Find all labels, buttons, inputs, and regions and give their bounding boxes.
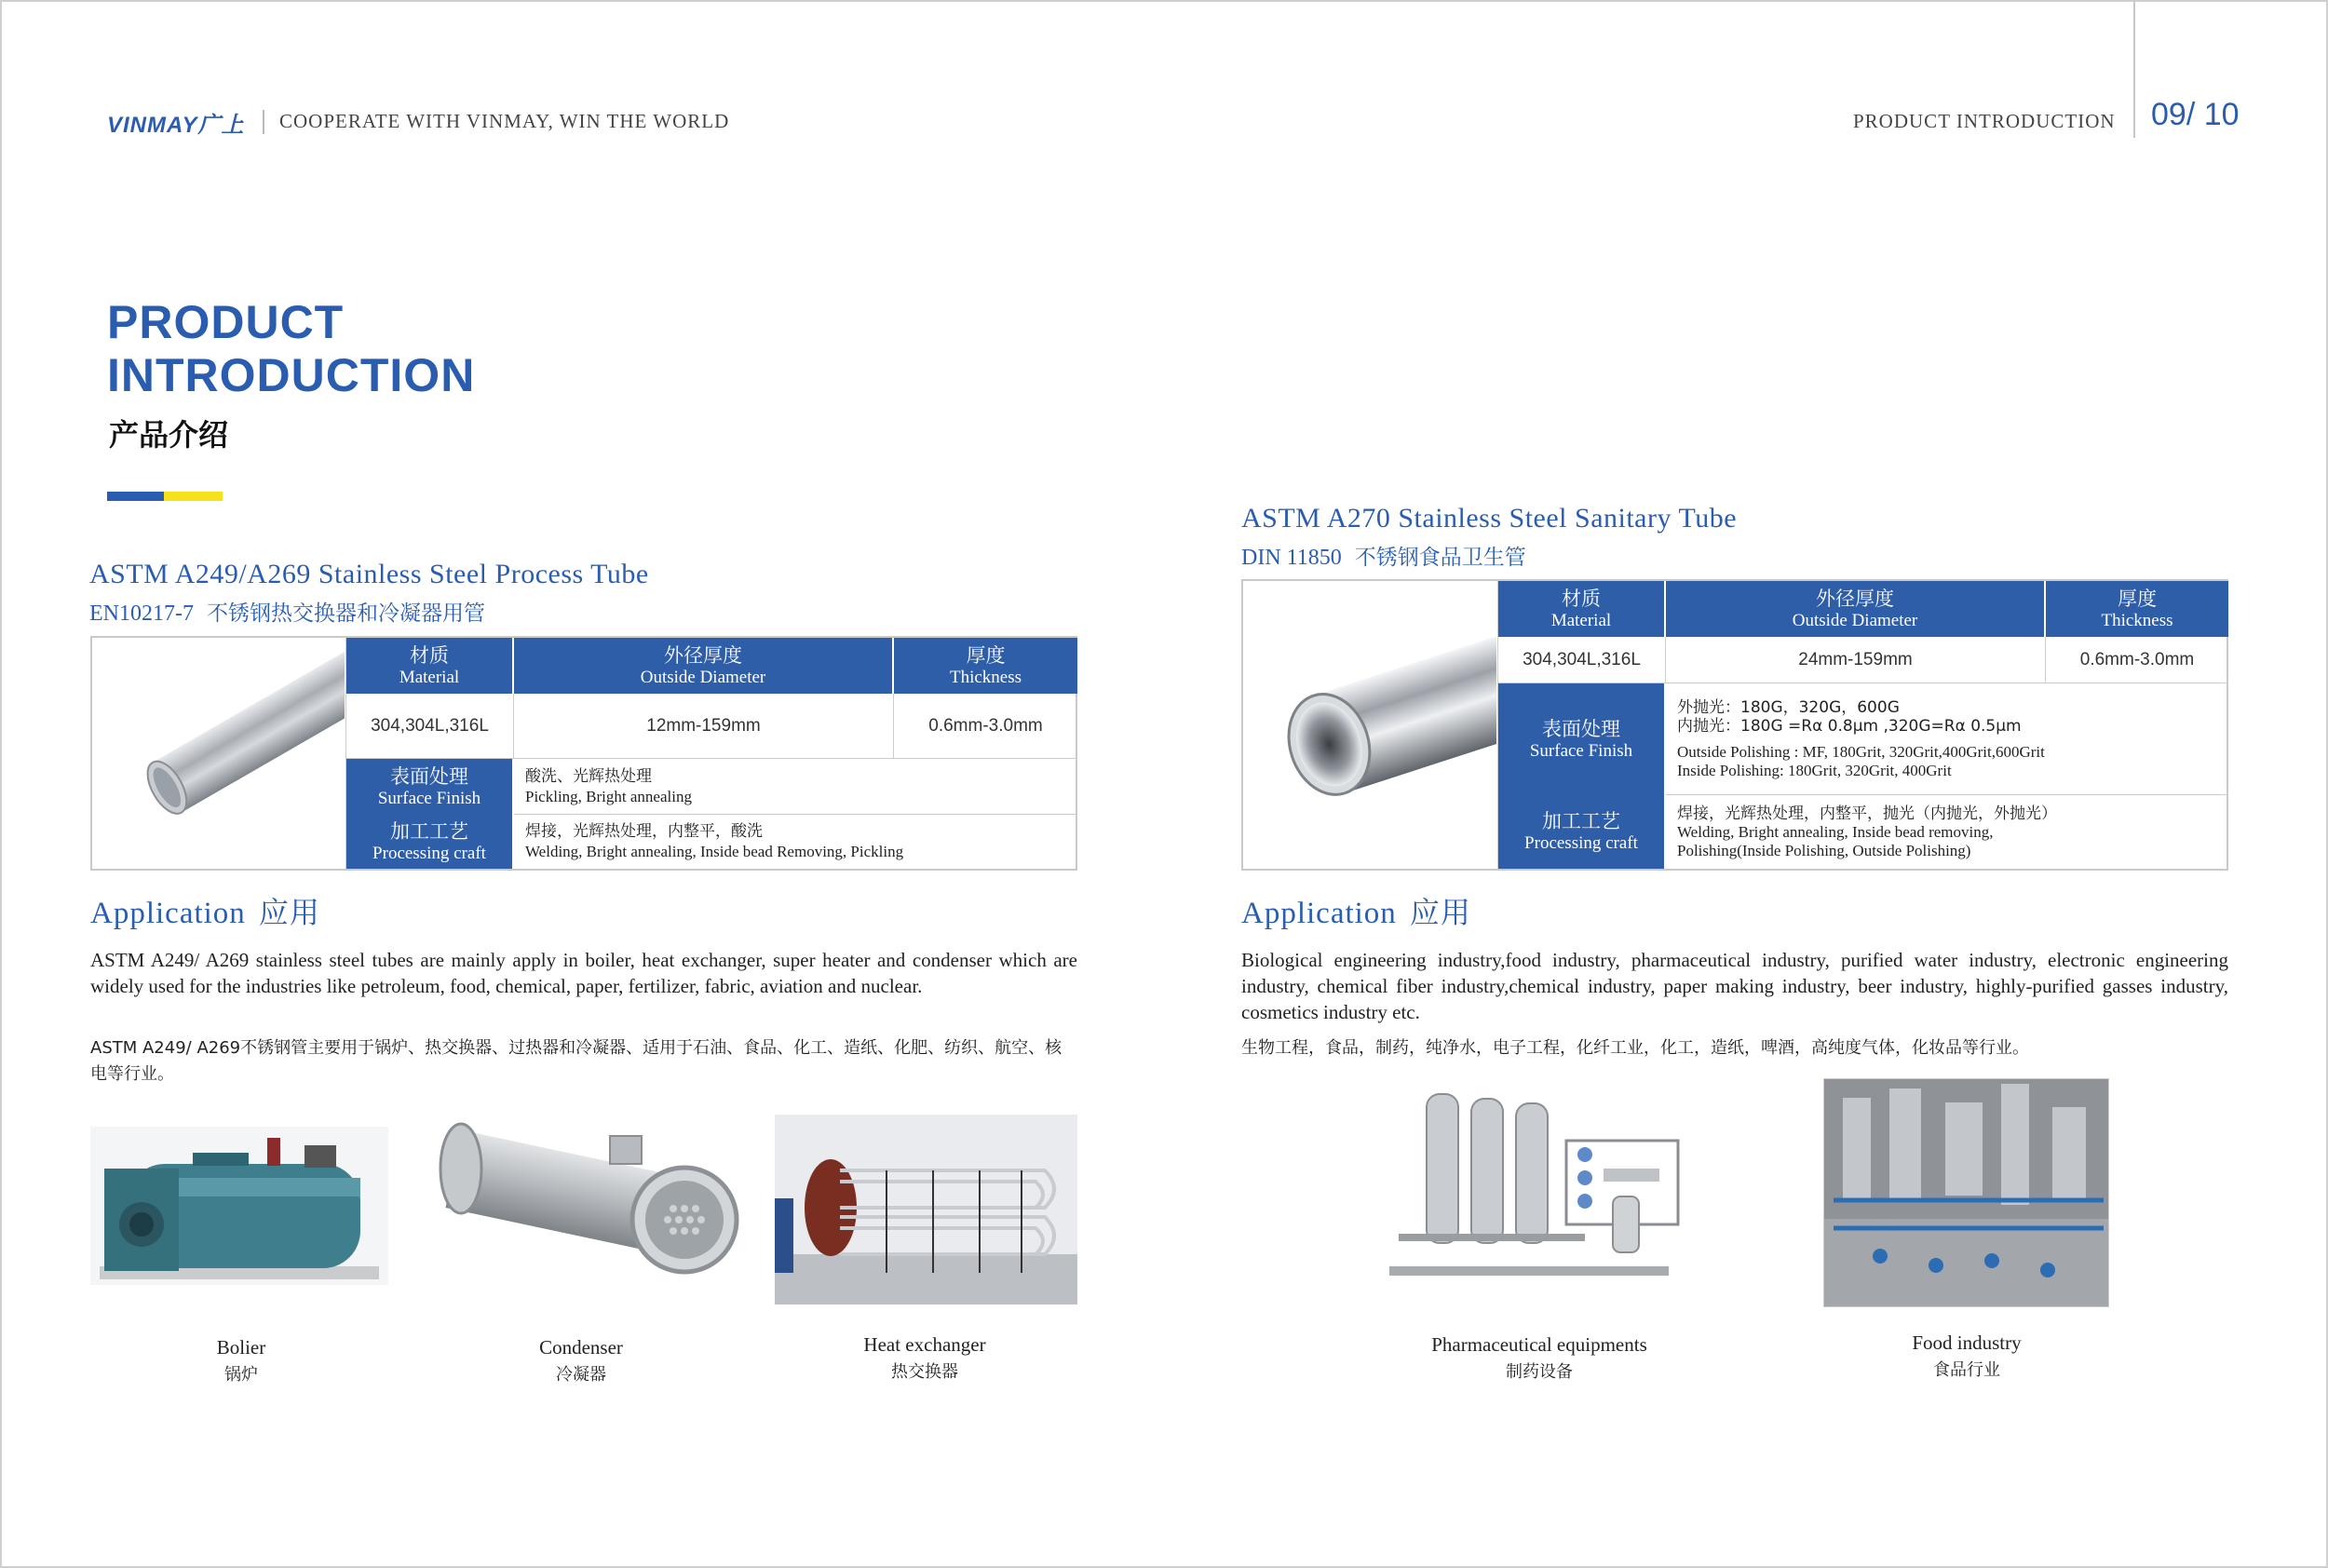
- right-th-outside-diameter: 外径厚度 Outside Diameter: [1666, 581, 2046, 637]
- right-application-text: Biological engineering industry,food industry, pharmaceutical industry, purified water industry, electronic engineering industry, chemical fiber industry,chemical industry, paper making industry, beer industry, highly-purified gasses industry, cosmetics industry etc.: [1241, 949, 2228, 1023]
- left-surface-value: 酸洗、光辉热处理 Pickling, Bright annealing: [514, 759, 1077, 815]
- page-title-line1: PRODUCT: [107, 296, 345, 348]
- right-product-cn: 不锈钢食品卫生管: [1354, 546, 1526, 570]
- right-spec-table: [1241, 579, 2228, 871]
- right-application-heading: Application 应用: [1241, 895, 1471, 930]
- header-vertical-rule: [2133, 0, 2135, 138]
- right-surface-value: 外抛光：180G，320G，600G 内抛光：180G =Rα 0.8μm ,320G=Rα 0.5μm Outside Polishing : MF, 180Grit, 320Grit,400Grit,600Grit Inside Polishing: 180Grit, 320Grit, 400Grit: [1666, 683, 2228, 795]
- left-product-title: ASTM A249/A269 Stainless Steel Process Tube: [89, 559, 649, 589]
- right-tube-photo: [1243, 581, 1498, 869]
- left-product-subtitle: [89, 596, 485, 627]
- pharmaceutical-equipment-image: [1380, 1075, 1697, 1299]
- header-section-title: PRODUCT INTRODUCTION: [1853, 110, 2116, 132]
- left-tube-photo: [92, 638, 346, 869]
- left-product-standard: EN10217-7: [89, 602, 194, 626]
- food-industry-caption: Food industry 食品行业: [1912, 1331, 2022, 1380]
- right-th-surface: 表面处理 Surface Finish: [1498, 683, 1666, 795]
- pharmaceutical-caption: Pharmaceutical equipments 制药设备: [1431, 1333, 1647, 1382]
- logo[interactable]: VINMAY广上: [107, 113, 245, 138]
- left-th-outside-diameter: 外径厚度 Outside Diameter: [514, 638, 894, 694]
- left-od-value: 12mm-159mm: [514, 694, 894, 759]
- right-craft-value: 焊接，光辉热处理，内整平，抛光（内抛光，外抛光） Welding, Bright annealing, Inside bead removing, Polishing(Inside Polishing, Outside Polishing): [1677, 804, 2057, 859]
- right-application-text-cn: 生物工程，食品，制药，纯净水，电子工程，化纤工业，化工，造纸，啤酒，高纯度气体，化妆品等行业。: [1241, 1038, 2029, 1058]
- page-title: [107, 296, 475, 402]
- left-application-heading: Application 应用: [90, 895, 320, 930]
- right-th-material: 材质 Material: [1498, 581, 1666, 637]
- left-application-text-cn: ASTM A249/ A269不锈钢管主要用于锅炉、热交换器、过热器和冷凝器、适用于石油、食品、化工、造纸、化肥、纺织、航空、核电等行业。: [90, 1038, 1062, 1084]
- right-th-craft: 加工工艺 Processing craft: [1498, 795, 1666, 869]
- left-th-surface: 表面处理 Surface Finish: [346, 759, 514, 815]
- page-number: 09/ 10: [2151, 97, 2240, 132]
- boiler-caption: Bolier 锅炉: [216, 1336, 266, 1385]
- right-product-standard: DIN 11850: [1241, 546, 1342, 570]
- left-craft-value: 焊接，光辉热处理，内整平，酸洗 Welding, Bright annealing, Inside bead Removing, Pickling: [525, 822, 904, 860]
- header-divider: [263, 110, 264, 134]
- condenser-caption: Condenser 冷凝器: [539, 1336, 623, 1385]
- left-th-thickness: 厚度 Thickness: [894, 638, 1077, 694]
- page-title-cn: 产品介绍: [109, 417, 229, 453]
- right-thickness-value: 0.6mm-3.0mm: [2046, 637, 2228, 683]
- condenser-image: [424, 1117, 745, 1277]
- left-material-value: 304,304L,316L: [346, 694, 514, 759]
- right-product-subtitle: [1241, 540, 1526, 571]
- left-product-cn: 不锈钢热交换器和冷凝器用管: [206, 602, 485, 626]
- right-od-value: 24mm-159mm: [1666, 637, 2046, 683]
- left-th-craft: 加工工艺 Processing craft: [346, 815, 514, 869]
- header-slogan: COOPERATE WITH VINMAY, WIN THE WORLD: [279, 110, 730, 132]
- heat-exchanger-image: [775, 1115, 1077, 1304]
- right-th-thickness: 厚度 Thickness: [2046, 581, 2228, 637]
- left-application-text: ASTM A249/ A269 stainless steel tubes are mainly apply in boiler, heat exchanger, super heater and condenser which are widely used for the industries like petroleum, food, chemical, paper, fertilizer, fabric, aviation and nuclear.: [90, 949, 1077, 997]
- heat-exchanger-caption: Heat exchanger 热交换器: [863, 1333, 986, 1382]
- food-industry-image: [1823, 1078, 2109, 1307]
- page-title-line2: INTRODUCTION: [107, 349, 476, 401]
- right-material-value: 304,304L,316L: [1498, 637, 1666, 683]
- left-th-material: 材质 Material: [346, 638, 514, 694]
- right-product-title: ASTM A270 Stainless Steel Sanitary Tube: [1241, 503, 1738, 534]
- left-spec-table: [90, 636, 1077, 871]
- left-thickness-value: 0.6mm-3.0mm: [894, 694, 1077, 759]
- boiler-image: [90, 1127, 388, 1285]
